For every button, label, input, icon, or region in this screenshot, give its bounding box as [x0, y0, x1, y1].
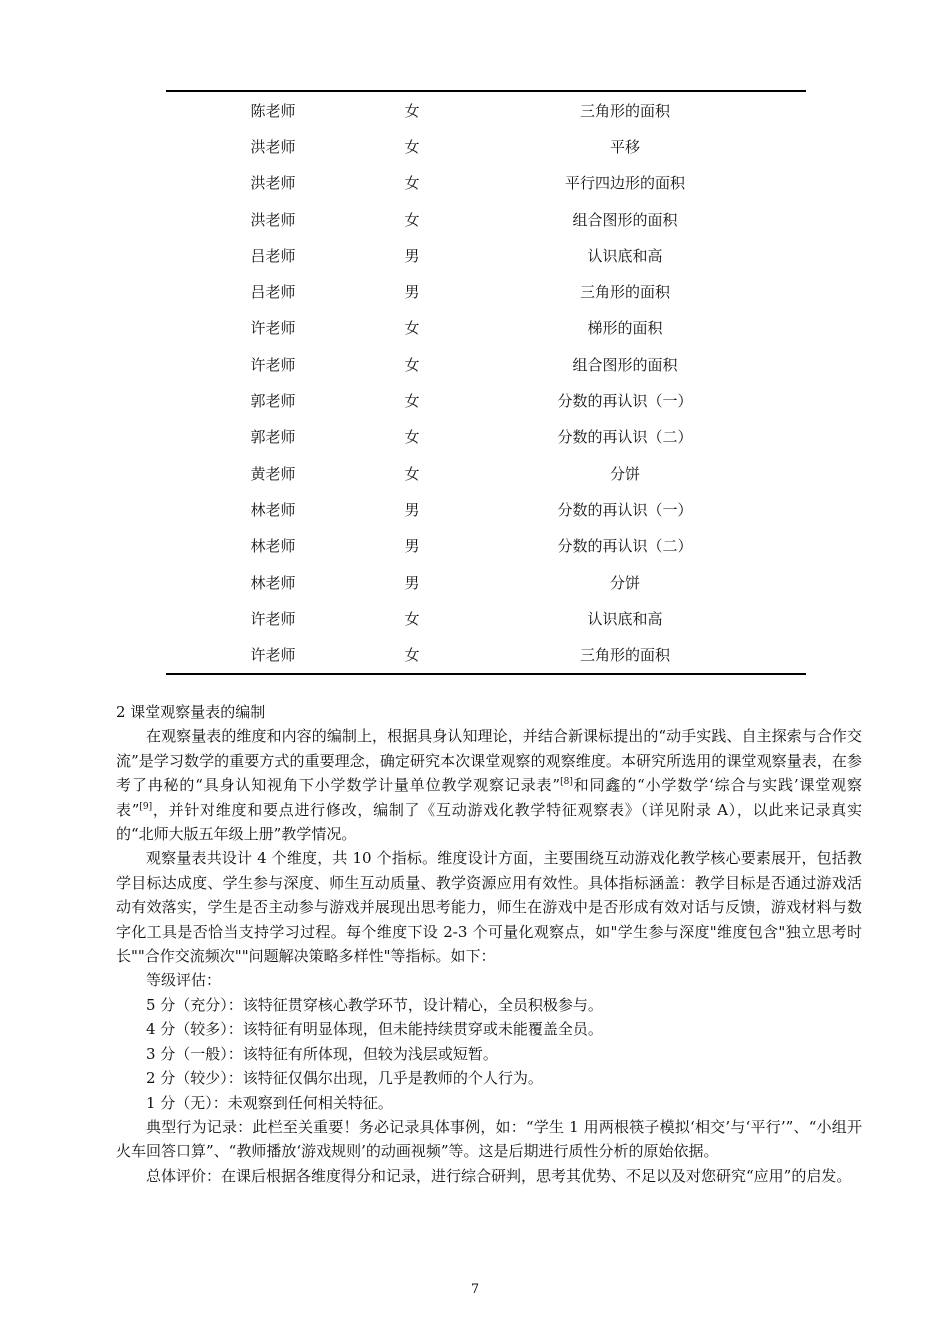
- grade-title: 等级评估：: [146, 971, 222, 990]
- grade-item: 3 分（一般）：该特征有所体现，但较为浅层或短暂。: [146, 1044, 498, 1063]
- teacher-name: 许老师: [250, 319, 296, 338]
- lesson-title: 平行四边形的面积: [564, 174, 685, 193]
- table: [166, 92, 806, 673]
- paragraph-text: 在观察量表的维度和内容的编制上，根据具身认知理论，并结合新课标提出的“动手实践、自主探索与合作交流”是学习数学的重要方式的重要理念，确定研究本次课堂观察的观察维度。本研究所选用的课堂观察量表，在参考了冉秘的“具身认知视角下小学数学计量单位教学观察记录表”: [116, 727, 862, 795]
- teacher-gender: 女: [404, 101, 420, 120]
- table-row: [166, 201, 806, 237]
- citation-ref: [9]: [139, 801, 153, 812]
- teacher-gender: 男: [404, 283, 420, 302]
- teacher-gender: 男: [404, 500, 420, 519]
- teacher-name: 许老师: [250, 609, 296, 628]
- teacher-gender: 女: [404, 210, 420, 229]
- citation-ref: [8]: [560, 777, 573, 788]
- lesson-title: 分数的再认识（一）: [557, 392, 693, 411]
- paragraph-text: 和同鑫的“小学数学‘综合与实践’课堂观察表”: [116, 776, 862, 819]
- lesson-title: 分饼: [609, 573, 640, 592]
- table-row: [166, 310, 806, 346]
- lesson-title: 三角形的面积: [579, 646, 670, 665]
- teacher-gender: 女: [404, 319, 420, 338]
- teacher-name: 林老师: [250, 537, 296, 556]
- table-row: [166, 382, 806, 418]
- paragraph-dimensions: 观察量表共设计 4 个维度，共 10 个指标。维度设计方面，主要围绕互动游戏化教学核心要素展开，包括教学目标达成度、学生参与深度、师生互动质量、教学资源应用有效性。具体指标涵盖：教学目标是否通过游戏活动有效落实，学生是否主动参与游戏并展现出思考能力，师生在游戏中是否形成有效对话与反馈，游戏材料与数字化工具是否恰当支持学习过程。每个维度下设 2-3 个可量化观察点，如"学生参与深度"维度包含"独立思考时长""合作交流频次""问题解决策略多样性"等指标。如下：: [116, 849, 862, 966]
- teacher-lesson-table: [166, 90, 806, 675]
- teacher-name: 洪老师: [250, 210, 296, 229]
- teacher-gender: 女: [404, 392, 420, 411]
- section-body: [116, 700, 862, 1188]
- teacher-gender: 女: [404, 609, 420, 628]
- table-row: [166, 273, 806, 309]
- paragraph-typical-behavior: 典型行为记录：此栏至关重要！务必记录具体事例，如：“学生 1 用两根筷子模拟‘相交’与‘平行’”、“小组开火车回答口算”、“教师播放‘游戏规则’的动画视频”等。这是后期进行质性分析的原始依据。: [116, 1117, 862, 1161]
- lesson-title: 组合图形的面积: [572, 355, 678, 374]
- table-row: [166, 491, 806, 527]
- teacher-name: 陈老师: [250, 101, 296, 120]
- table-row: [166, 636, 806, 672]
- teacher-gender: 女: [404, 428, 420, 447]
- teacher-name: 许老师: [250, 355, 296, 374]
- teacher-gender: 男: [404, 537, 420, 556]
- teacher-name: 洪老师: [250, 174, 296, 193]
- lesson-title: 三角形的面积: [579, 101, 670, 120]
- grade-item: 2 分（较少）：该特征仅偶尔出现，几乎是教师的个人行为。: [146, 1069, 543, 1088]
- teacher-gender: 女: [404, 355, 420, 374]
- teacher-name: 洪老师: [250, 137, 296, 156]
- teacher-name: 郭老师: [250, 392, 296, 411]
- lesson-title: 梯形的面积: [587, 319, 663, 338]
- teacher-name: 林老师: [250, 500, 296, 519]
- lesson-title: 分数的再认识（一）: [557, 500, 693, 519]
- teacher-gender: 女: [404, 646, 420, 665]
- table-row: [166, 419, 806, 455]
- teacher-gender: 女: [404, 137, 420, 156]
- paragraph-text: ，并针对维度和要点进行修改，编制了《互动游戏化教学特征观察表》（详见附录 A），以此来记录真实的“北师大版五年级上册”教学情况。: [116, 800, 863, 844]
- table-row: [166, 128, 806, 164]
- teacher-gender: 女: [404, 464, 420, 483]
- table-row: [166, 165, 806, 201]
- table-row: [166, 528, 806, 564]
- lesson-title: 认识底和高: [587, 246, 663, 265]
- teacher-gender: 男: [404, 246, 420, 265]
- teacher-name: 吕老师: [250, 246, 296, 265]
- table-row: [166, 600, 806, 636]
- section-heading: 2 课堂观察量表的编制: [116, 703, 266, 721]
- lesson-title: 分数的再认识（二）: [557, 428, 693, 447]
- paragraph-scale-design: [116, 724, 862, 846]
- teacher-name: 林老师: [250, 573, 296, 592]
- page-number: 7: [470, 1282, 480, 1297]
- teacher-name: 郭老师: [250, 428, 296, 447]
- table-row: [166, 237, 806, 273]
- paragraph-overall-evaluation: 总体评价：在课后根据各维度得分和记录，进行综合研判，思考其优势、不足以及对您研究“应用”的启发。: [146, 1166, 852, 1185]
- teacher-name: 黄老师: [250, 464, 296, 483]
- table-row: [166, 455, 806, 491]
- table-row: [166, 346, 806, 382]
- lesson-title: 组合图形的面积: [572, 210, 678, 229]
- teacher-gender: 女: [404, 174, 420, 193]
- lesson-title: 三角形的面积: [579, 283, 670, 302]
- grade-item: 4 分（较多）：该特征有明显体现，但未能持续贯穿或未能覆盖全员。: [146, 1020, 603, 1039]
- teacher-gender: 男: [404, 573, 420, 592]
- table-row: [166, 92, 806, 128]
- lesson-title: 分饼: [609, 464, 640, 483]
- lesson-title: 分数的再认识（二）: [557, 537, 693, 556]
- teacher-name: 许老师: [250, 646, 296, 665]
- table-row: [166, 564, 806, 600]
- grade-item: 5 分（充分）：该特征贯穿核心教学环节，设计精心，全员积极参与。: [146, 995, 603, 1014]
- lesson-title: 认识底和高: [587, 609, 663, 628]
- teacher-name: 吕老师: [250, 283, 296, 302]
- grade-item: 1 分（无）：未观察到任何相关特征。: [146, 1093, 393, 1112]
- lesson-title: 平移: [609, 137, 640, 156]
